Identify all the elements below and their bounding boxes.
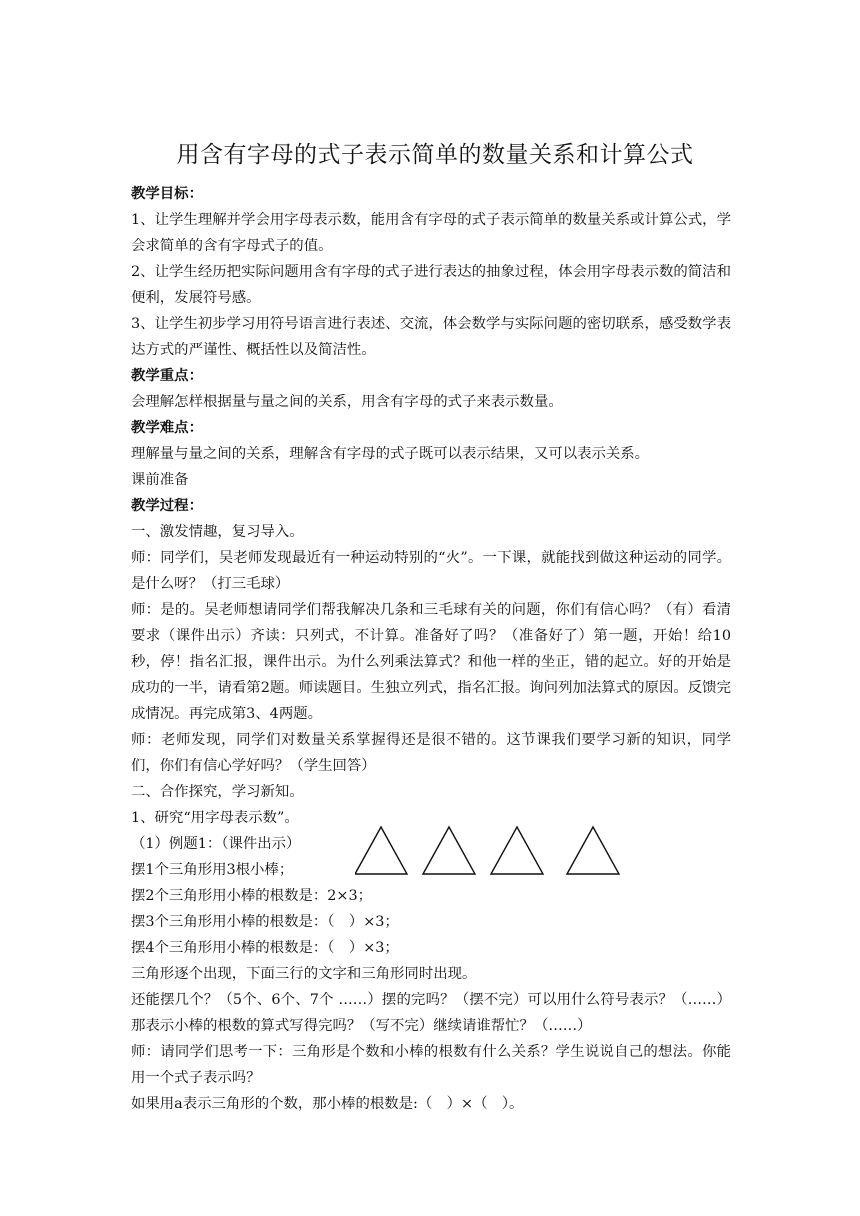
difficulty-heading: 教学难点： (131, 419, 203, 436)
triangle-4 (567, 827, 619, 874)
document-body (131, 181, 731, 1117)
example-line: 师：请同学们思考一下：三角形是个数和小棒的根数有什么关系？学生说说自己的想法。你能用一个式子表示吗？ (131, 1044, 731, 1086)
process-paragraph: 二、合作探究，学习新知。 (131, 784, 304, 800)
example-label: （1）例题1：（课件出示） (131, 836, 301, 852)
objective-item: 2、让学生经历把实际问题用含有字母的式子进行表达的抽象过程，体会用字母表示数的简洁和便利，发展符号感。 (131, 264, 731, 306)
page-title: 用含有字母的式子表示简单的数量关系和计算公式 (176, 142, 694, 168)
example-block (131, 831, 731, 857)
example-line: 三角形逐个出现，下面三行的文字和三角形同时出现。 (131, 966, 477, 982)
process-paragraph: 师：是的。吴老师想请同学们帮我解决几条和三毛球有关的问题，你们有信心吗？（有）看清要求（课件出示）齐读：只列式，不计算。准备好了吗？（准备好了）第一题，开始！给10秒，停！指名汇报，课件出示。为什么列乘法算式？和他一样的坐正，错的起立。好的开始是成功的一半，请看第2题。师读题目。生独立列式，指名汇报。询问列加法算式的原因。反馈完成情况。再完成第3、4两题。 (131, 602, 731, 722)
objective-item: 3、让学生初步学习用符号语言进行表述、交流，体会数学与实际问题的密切联系，感受数学表达方式的严谨性、概括性以及简洁性。 (131, 316, 731, 358)
process-paragraph: 1、研究“用字母表示数”。 (131, 810, 299, 826)
example-line: 如果用a表示三角形的个数，那小棒的根数是:（ ）×（ ）。 (131, 1096, 524, 1112)
triangle-1 (355, 827, 407, 874)
triangle-2 (423, 827, 475, 874)
process-paragraph: 师：同学们，吴老师发现最近有一种运动特别的“火”。一下课，就能找到做这种运动的同学。是什么呀？（打三毛球） (131, 550, 731, 592)
key-point-text: 会理解怎样根据量与量之间的关系，用含有字母的式子来表示数量。 (131, 394, 563, 410)
process-heading: 教学过程： (131, 497, 203, 514)
example-line: 摆4个三角形用小棒的根数是：（ ）×3； (131, 940, 399, 956)
objective-item: 1、让学生理解并学会用字母表示数，能用含有字母的式子表示简单的数量关系或计算公式，学会求简单的含有字母式子的值。 (131, 212, 731, 254)
preparation-line: 课前准备 (131, 472, 189, 488)
process-paragraph: 师：老师发现，同学们对数量关系掌握得还是很不错的。这节课我们要学习新的知识，同学们，你们有信心学好吗？（学生回答） (131, 732, 731, 774)
objectives-heading: 教学目标： (131, 185, 203, 202)
example-line: 还能摆几个？（5个、6个、7个 ……）摆的完吗？（摆不完）可以用什么符号表示？（……）那表示小棒的根数的算式写得完吗？（写不完）继续请谁帮忙？（……） (131, 992, 731, 1034)
difficulty-text: 理解量与量之间的关系，理解含有字母的式子既可以表示结果，又可以表示关系。 (131, 446, 650, 462)
triangles-svg (355, 825, 635, 875)
triangle-figure (355, 825, 635, 875)
example-line: 摆3个三角形用小棒的根数是：（ ）×3； (131, 914, 399, 930)
example-line: 摆1个三角形用3根小棒； (131, 862, 294, 878)
key-point-heading: 教学重点： (131, 367, 203, 384)
triangle-3 (491, 827, 543, 874)
process-paragraph: 一、激发情趣，复习导入。 (131, 524, 304, 540)
example-line: 摆2个三角形用小棒的根数是：2×3； (131, 888, 372, 904)
